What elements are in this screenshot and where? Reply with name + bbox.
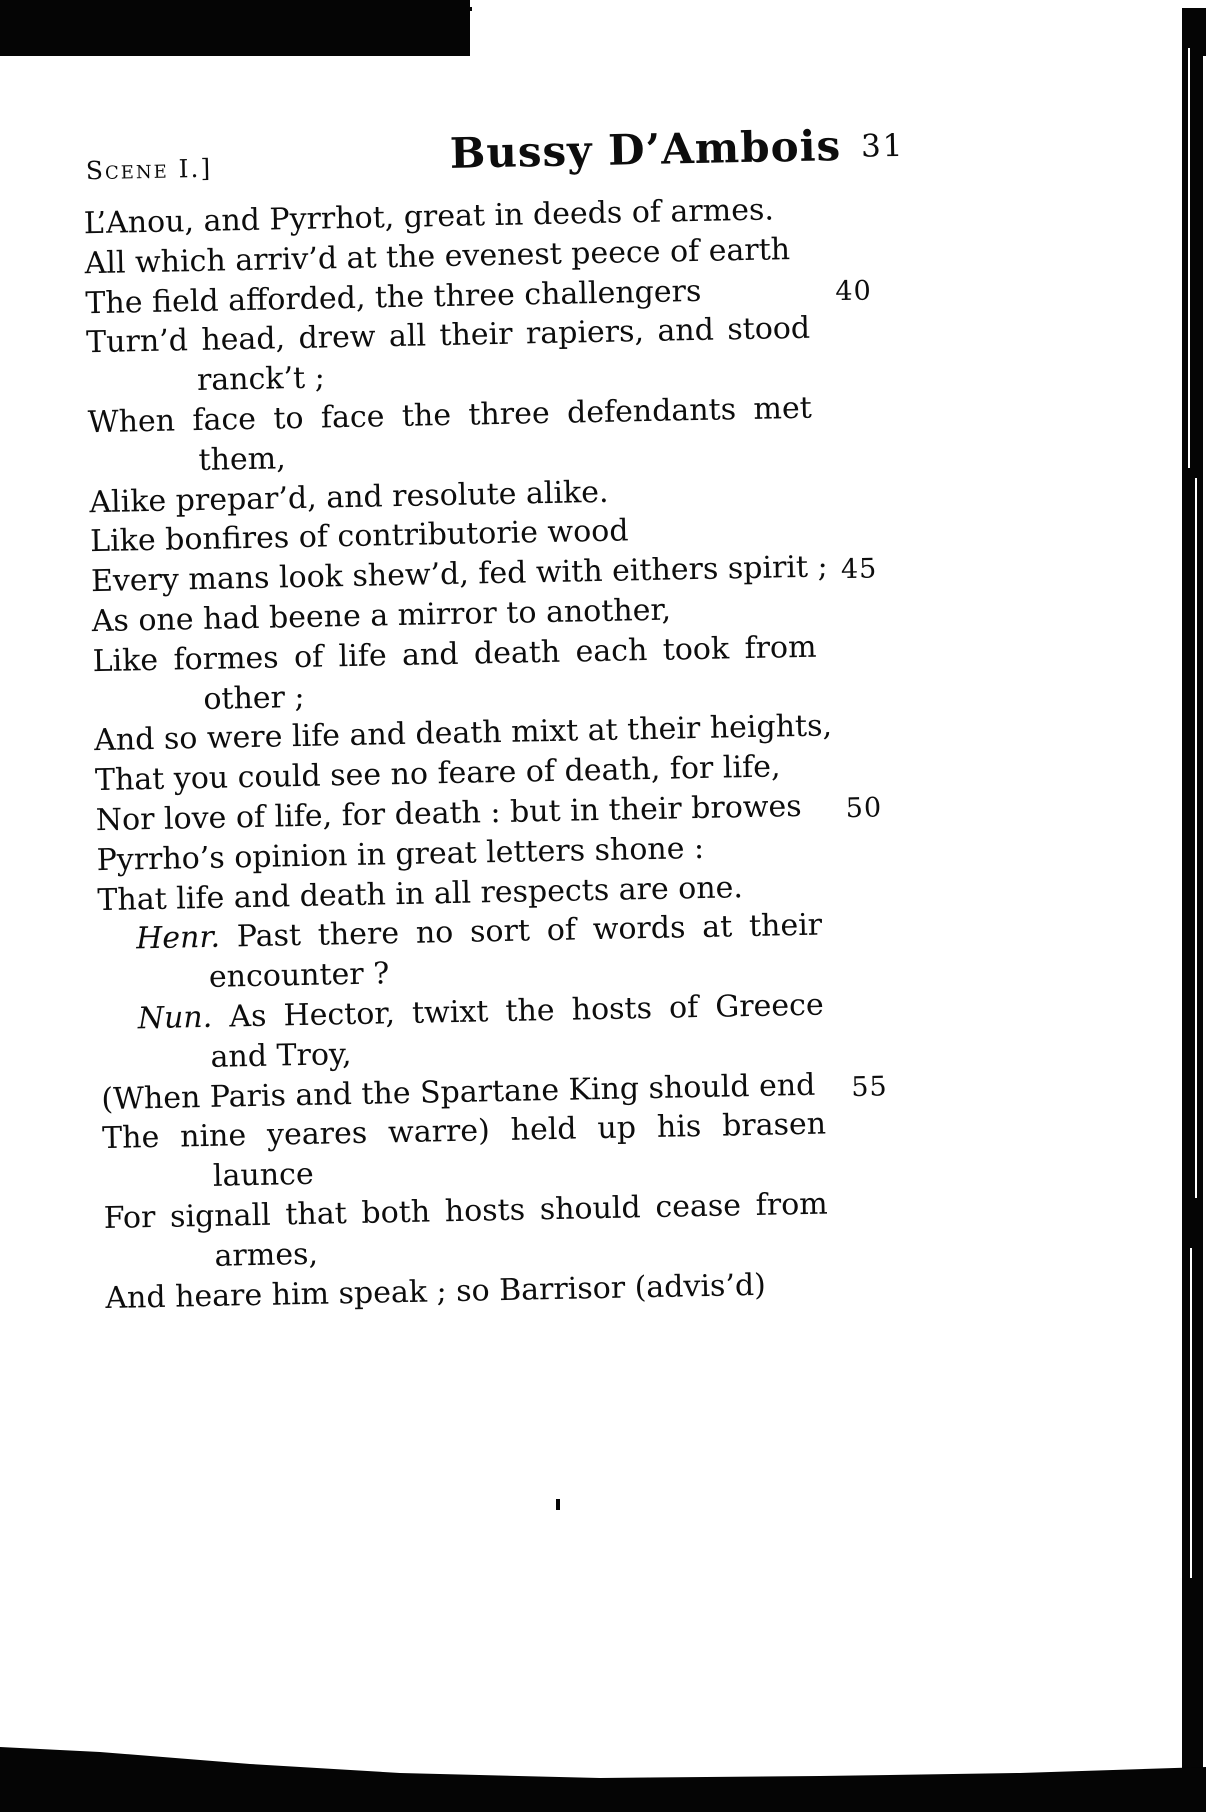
- line-number: 55: [851, 1070, 888, 1103]
- verse-line: other ;: [203, 679, 305, 717]
- verse-line: When face to face the three defendants met: [87, 390, 813, 441]
- scan-artifact-tick: [556, 1499, 560, 1510]
- scene-label: Scene I.]: [85, 153, 213, 186]
- verse-line: And so were life and death mixt at their heights,: [93, 708, 833, 759]
- verse-line: and Troy,: [210, 1036, 352, 1075]
- page-content: [82, 120, 930, 1319]
- scan-streak: [1195, 478, 1197, 1198]
- verse-lines: [83, 190, 888, 1319]
- verse-line: L’Anou, and Pyrrhot, great in deeds of armes.: [83, 192, 775, 242]
- verse-line: For signall that both hosts should cease from: [103, 1186, 829, 1236]
- verse-line: (When Paris and the Spartane King should end 55: [101, 1067, 888, 1117]
- verse-line: That life and death in all respects are one.: [97, 869, 744, 918]
- line-number: 50: [845, 792, 883, 825]
- verse-line: Nor love of life, for death : but in their browes 50: [95, 788, 883, 839]
- verse-line: Like bonfires of contributorie wood: [89, 513, 629, 560]
- verse-line: Pyrrho’s opinion in great letters shone :: [96, 830, 705, 878]
- scan-streak: [1190, 1248, 1192, 1578]
- line-number: 45: [840, 553, 878, 586]
- page-number: 31: [860, 127, 905, 165]
- verse-line: Alike prepar’d, and resolute alike.: [89, 474, 609, 520]
- verse-line: Turn’d head, drew all their rapiers, and stood: [85, 311, 811, 361]
- speaker-name: Nun.: [137, 999, 213, 1037]
- page-header: [82, 120, 907, 199]
- running-title: Bussy D’Ambois: [449, 121, 842, 178]
- verse-line: ranck’t ;: [196, 360, 326, 399]
- verse-line: And heare him speak ; so Barrisor (advis’d): [105, 1267, 767, 1316]
- scan-artifact-top-left-wedge: [0, 0, 470, 56]
- verse-line: armes,: [214, 1236, 319, 1274]
- verse-line: The field afforded, the three challengers 40: [85, 269, 810, 323]
- scan-artifact-right-bar: [1182, 8, 1203, 1768]
- verse-line: encounter ?: [208, 956, 390, 996]
- speaker-name: Henr.: [135, 920, 221, 957]
- verse-line: That you could see no feare of death, for life,: [94, 749, 781, 799]
- verse-line: Like formes of life and death each took from: [92, 629, 817, 679]
- scan-artifact-top-dash: [456, 7, 472, 11]
- scan-streak: [1188, 48, 1190, 468]
- verse-line: As one had beene a mirror to another,: [91, 592, 672, 640]
- verse-line: Nun. As Hector, twixt the hosts of Greece: [137, 987, 825, 1037]
- verse-line: All which arriv’d at the evenest peece of earth: [84, 231, 791, 282]
- verse-line: Henr. Past there no sort of words at their: [135, 907, 823, 957]
- verse-line: The nine yeares warre) held up his brasen: [101, 1106, 827, 1157]
- verse-line: Every mans look shew’d, fed with eithers spirit ; 45: [90, 549, 878, 600]
- verse-line: launce: [212, 1156, 315, 1194]
- scan-artifact-bottom-band: [0, 1738, 1206, 1812]
- verse-line: them,: [198, 441, 287, 478]
- line-number: 40: [835, 275, 873, 307]
